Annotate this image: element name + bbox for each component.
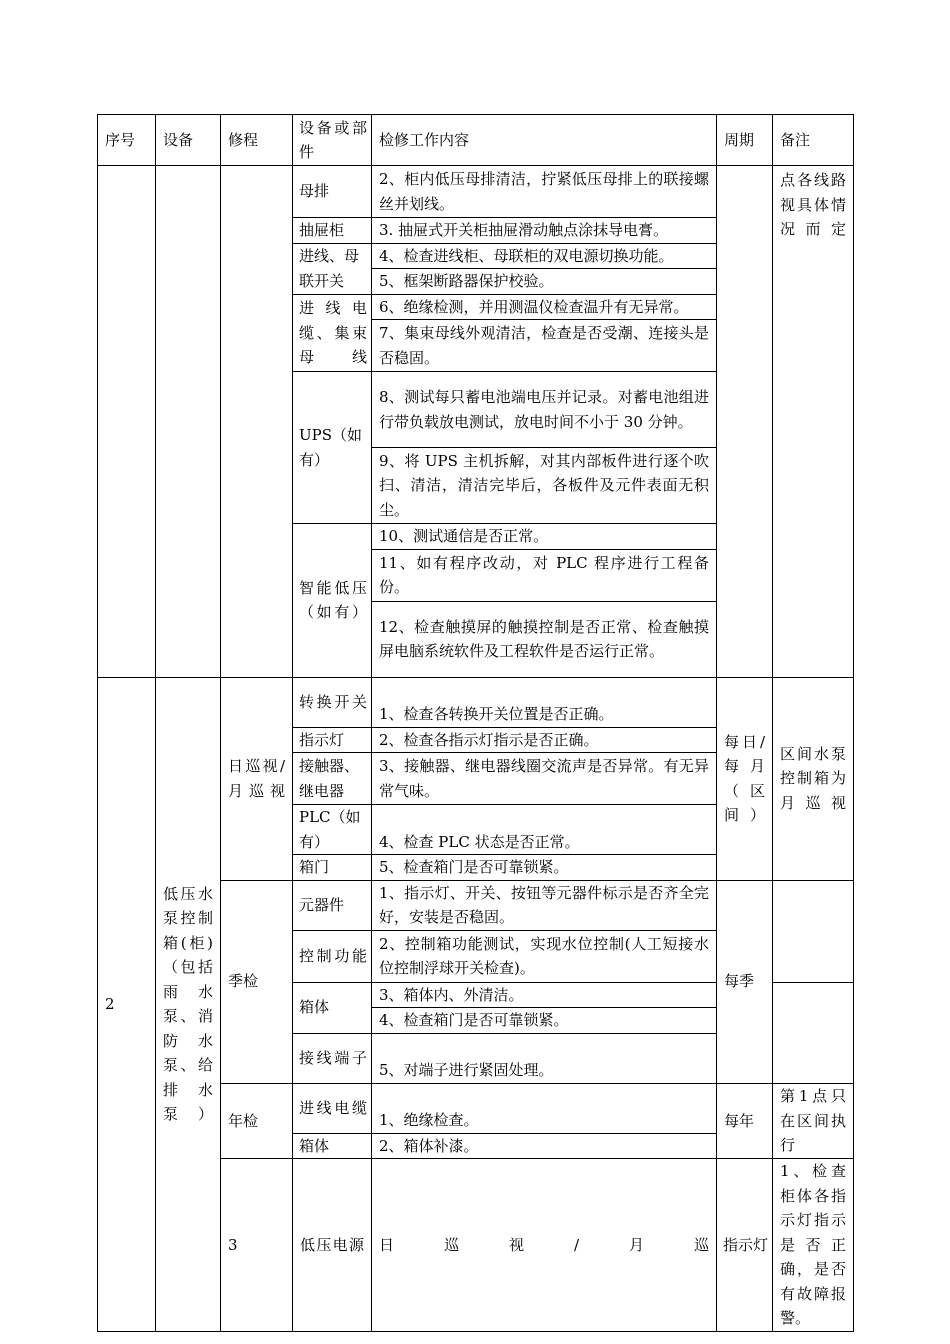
part-smart-low-voltage: 智能低压（如有） (293, 524, 372, 678)
content-a-6: 6、绝缘检测，并用测温仪检查温升有无异常。 (372, 294, 717, 320)
maintenance-table-page (97, 114, 854, 1332)
section-b-daily-remark: 区间水泵控制箱为月巡视 (773, 677, 854, 880)
part-incoming-tie-switch: 进线、母联开关 (293, 243, 372, 294)
header-process: 修程 (221, 115, 293, 166)
section-c-process: 日巡视/月巡 (372, 1159, 717, 1332)
maintenance-table (97, 114, 854, 1332)
content-a-5: 5、框架断路器保护校验。 (372, 269, 717, 295)
content-b-season-1: 1、指示灯、开关、按钮等元器件标示是否齐全完好，安装是否稳固。 (372, 880, 717, 930)
part-incoming-cable-busway: 进线电缆、集束母线 (293, 294, 372, 372)
part-indicator-light-c: 指示灯 (717, 1159, 773, 1332)
content-b-5: 5、检查箱门是否可靠锁紧。 (372, 855, 717, 881)
part-plc: PLC（如有） (293, 805, 372, 855)
part-contactor-relay: 接触器、继电器 (293, 753, 372, 805)
section-a-remark: 点各线路视具体情况而定 (773, 166, 854, 678)
content-a-7: 7、集束母线外观清洁，检查是否受潮、连接头是否稳固。 (372, 320, 717, 372)
content-a-9: 9、将 UPS 主机拆解，对其内部板件进行逐个吹扫、清洁，清洁完毕后，各板件及元件表面无积尘。 (372, 448, 717, 524)
section-c-no: 3 (221, 1159, 293, 1332)
content-a-2: 2、柜内低压母排清洁，拧紧低压母排上的联接螺丝并划线。 (372, 166, 717, 218)
content-a-12: 12、检查触摸屏的触摸控制是否正常、检查触摸屏电脑系统软件及工程软件是否运行正常。 (372, 601, 717, 677)
part-components: 元器件 (293, 880, 372, 930)
header-device: 设备 (156, 115, 221, 166)
table-row (98, 166, 854, 218)
content-b-season-5: 5、对端子进行紧固处理。 (372, 1033, 717, 1083)
content-b-2: 2、检查各指示灯指示是否正确。 (372, 727, 717, 753)
content-b-season-4: 4、检查箱门是否可靠锁紧。 (372, 1008, 717, 1034)
header-no: 序号 (98, 115, 156, 166)
section-b-season-remark-bottom (773, 982, 854, 1083)
part-transfer-switch: 转换开关 (293, 677, 372, 727)
content-b-year-2: 2、箱体补漆。 (372, 1133, 717, 1159)
header-cycle: 周期 (717, 115, 773, 166)
section-a-process-cell (221, 166, 293, 678)
content-a-10: 10、测试通信是否正常。 (372, 524, 717, 550)
part-box-body: 箱体 (293, 982, 372, 1033)
section-b-year-remark: 第1点只在区间执行 (773, 1083, 854, 1159)
part-ups: UPS（如有） (293, 372, 372, 524)
section-c-device: 低压电源 (293, 1159, 372, 1332)
part-indicator-light: 指示灯 (293, 727, 372, 753)
section-b-year-cycle: 每年 (717, 1083, 773, 1159)
content-b-1: 1、检查各转换开关位置是否正确。 (372, 677, 717, 727)
header-content: 检修工作内容 (372, 115, 717, 166)
part-busbar: 母排 (293, 166, 372, 218)
header-part: 设备或部件 (293, 115, 372, 166)
content-a-11: 11、如有程序改动，对 PLC 程序进行工程备份。 (372, 549, 717, 601)
content-a-8: 8、测试每只蓄电池端电压并记录。对蓄电池组进行带负载放电测试，放电时间不小于 30 分钟。 (372, 372, 717, 448)
content-b-4: 4、检查 PLC 状态是否正常。 (372, 805, 717, 855)
part-drawer-cabinet: 抽屉柜 (293, 218, 372, 244)
content-c-1: 1、检查柜体各指示灯指示是否正确，是否有故障报警。 (773, 1159, 854, 1332)
header-remark: 备注 (773, 115, 854, 166)
content-b-season-2: 2、控制箱功能测试，实现水位控制(人工短接水位控制浮球开关检查)。 (372, 930, 717, 982)
part-terminal-block: 接线端子 (293, 1033, 372, 1083)
section-b-no: 2 (98, 677, 156, 1331)
section-b-year-process: 年检 (221, 1083, 293, 1159)
content-b-3: 3、接触器、继电器线圈交流声是否异常。有无异常气味。 (372, 753, 717, 805)
content-b-season-3: 3、箱体内、外清洁。 (372, 982, 717, 1008)
section-a-cycle-cell (717, 166, 773, 678)
section-b-device: 低压水泵控制箱(柜)（包括雨水泵、消防水泵、给排水泵） (156, 677, 221, 1331)
content-b-year-1: 1、绝缘检查。 (372, 1083, 717, 1133)
section-b-daily-cycle: 每日/每月（区间） (717, 677, 773, 880)
section-a-device-cell (156, 166, 221, 678)
part-incoming-cable: 进线电缆 (293, 1083, 372, 1133)
section-a-no-cell (98, 166, 156, 678)
table-header-row (98, 115, 854, 166)
section-b-season-remark-top (773, 880, 854, 982)
section-b-daily-process: 日巡视/月巡视 (221, 677, 293, 880)
part-box-door: 箱门 (293, 855, 372, 881)
table-row (98, 677, 854, 727)
content-a-4: 4、检查进线柜、母联柜的双电源切换功能。 (372, 243, 717, 269)
part-control-function: 控制功能 (293, 930, 372, 982)
section-b-season-cycle: 每季 (717, 880, 773, 1083)
content-a-3: 3. 抽屉式开关柜抽屉滑动触点涂抹导电膏。 (372, 218, 717, 244)
section-b-season-process: 季检 (221, 880, 293, 1083)
part-box-body-year: 箱体 (293, 1133, 372, 1159)
